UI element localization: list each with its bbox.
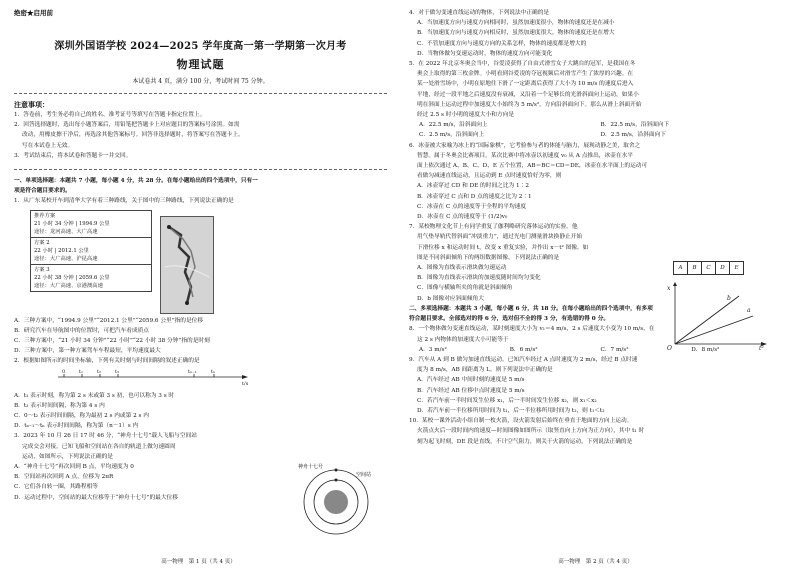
question-10-stem: 刻为起飞时刻，DE 段是直线，不计空气阻力，则关于火箭的运动，下列说法正确的是 <box>417 438 633 445</box>
section-one-heading: 项是符合题目要求的。 <box>14 188 71 195</box>
question-5-options <box>409 120 782 130</box>
question-3-option: D．运动过程中，空间站的最大位移等于“神舟十七号”的最大位移 <box>14 494 178 501</box>
position-box: B <box>687 261 702 275</box>
route-plan: 推荐方案 21 小时 34 分钟 | 1994.9 公里 途径：龙河高速、大广高速 <box>31 211 151 238</box>
position-box: C <box>701 261 716 275</box>
question-3-option: A．“神舟十七号”再次回到 B 点，平均速度为 0 <box>14 464 134 471</box>
question-2-stem: 2．根据如图所示的时间坐标轴，下列有关时刻与时间间隔的叙述正确的是 <box>14 358 200 365</box>
axis-label: tₙ₋₁ <box>188 368 197 375</box>
page-two <box>397 0 794 569</box>
axis-label: 0 <box>62 368 66 375</box>
question-4-option: A．当加速度方向与速度方向相同时，虽然加速度很小，物体的速度还是在减小 <box>417 20 615 27</box>
question-7-option: D．b 图像对应斜面倾角大 <box>417 295 484 302</box>
route-plan: 方案 2 22 小时 | 2012.1 公里 途径：大广高速、沪昆高速 <box>31 238 151 265</box>
axis-label: t/s <box>242 380 249 387</box>
figure-label: 神舟十七号 <box>298 464 324 470</box>
time-axis-figure <box>54 369 254 387</box>
question-1-option: A．三种方案中，“1994.9 公里”“2012.1 公里”“2059.6 公里”指的是位移 <box>14 317 204 324</box>
question-5-stem: 某一处滑雪场中，小明在原地往下滑了一定距离后获得了大小为 10 m/s 的速度后进入 <box>417 81 634 88</box>
question-6-option: B．冰壶穿过 C 点和 D 点的速度之比为 2∶1 <box>417 193 532 200</box>
question-6-option: D．冰壶在 C 点的速度等于 (1/2)v₀ <box>417 214 508 221</box>
question-4-option: D．当物体做匀变速运动时，物体的速度方向可能变化 <box>417 50 553 57</box>
question-1-figure <box>14 210 387 316</box>
question-2-option: A．t₂ 表示时刻，称为第 2 s 末或第 3 s 初，也可以称为 3 s 时 <box>14 392 175 399</box>
section-one-heading: 一、单项选择题：本题共 7 小题，每小题 4 分，共 28 分。在每小题给出的四个选项中，只有一 <box>14 178 258 185</box>
question-2-option: B．t₃ 表示时间间隔，称为第 4 s 内 <box>14 402 105 409</box>
question-7-option: A．图像为直线表示滑块做匀速运动 <box>417 265 507 272</box>
position-box: D <box>715 261 730 275</box>
question-8-option: D．8 m/s² <box>691 346 720 353</box>
notice-item: 2．回答选择题时，选出每小题答案后，用铅笔把答题卡上对应题目的答案标号涂黑。如需 <box>14 122 240 129</box>
question-8-option: C．7 m/s² <box>600 346 629 353</box>
question-5-stem: 5．在 2022 年北京冬奥会当中，谷爱凌获得了自由式滑雪女子大跳台的冠军，是我国在冬 <box>409 61 636 68</box>
x-t2-graph <box>661 282 769 350</box>
question-3-option: B．空间站再次回到 A 点，位移为 2πR <box>14 474 114 481</box>
axis-label: t₃ <box>115 368 120 375</box>
section-two-heading: 符合题目要求。全部选对的得 6 分，选对但不全的得 3 分，有选错的得 0 分。 <box>409 316 610 323</box>
question-8-option: B．6 m/s² <box>509 346 538 353</box>
question-1-option: C．三种方案中，“21 小时 34 分钟”“22 小时”“22 小时 38 分钟”指的是时刻 <box>14 338 210 345</box>
exam-info: 本试卷共 4 页，满分 100 分，考试时间 75 分钟。 <box>132 78 269 85</box>
question-7-stem: 7．某校物理文化节上有同学重复了伽利略研究落体运动的实验。他 <box>409 224 578 231</box>
question-5-options <box>409 130 782 140</box>
question-1-stem: 1．从广东某校开车到清华大学有着三种路线，关于图中的三种路线，下列说法正确的是 <box>14 198 234 205</box>
school-title: 深圳外国语学校 2024—2025 学年度高一第一学期第一次月考 <box>54 41 347 52</box>
graph-line-a <box>675 316 753 344</box>
question-5-stem: 明在斜面上运动过程中加速度大小始终为 5 m/s²，方向沿斜面向下。那么从滑上斜面开始 <box>417 101 642 108</box>
question-9-option: A．汽车经过 AB 中间时刻的速度是 5 m/s <box>417 377 525 384</box>
question-8-option: A．3 m/s² <box>419 346 447 353</box>
question-6-stem: 智慧。属于冬奥会比赛项目。某次比赛中将冰壶以初速度 v₀ 从 A 点推出，冰壶在水平 <box>417 152 633 159</box>
question-6-stem: 看做匀减速直线运动，且运动到 E 点时速度恰好为零，则 <box>417 173 562 180</box>
graph-line-b <box>675 296 739 344</box>
question-1-option: B．研究汽车在导航图中的位置时，可把汽车看成质点 <box>14 327 149 334</box>
question-7-stem: 用气垫导轨代替斜面“冲淡重力”，通过光电门测量滑块换静止开始 <box>417 234 583 241</box>
question-3-stem: 完成交会对接。已知飞船和空间站在各自的轨道上做匀速圆周 <box>22 443 176 450</box>
axis-label: tₙ <box>211 368 216 375</box>
secret-label: 绝密★启用前 <box>14 9 53 17</box>
notice-heading: 注意事项： <box>14 100 49 109</box>
notice-item: 写在本试卷上无效。 <box>22 142 74 149</box>
question-3-option: C．它们各自转一圈，其路程相等 <box>14 484 98 491</box>
curling-positions-figure <box>673 254 743 275</box>
graph-label: O <box>667 345 672 350</box>
question-3-stem: 3．2023 年 10 月 26 日 17 时 46 分，“神舟十七号”载人飞船与空间站 <box>14 433 197 440</box>
exam-title: 物理试题 <box>176 58 225 71</box>
question-5-stem: 平地，经过一段平地之后速度没有衰减，又沿着一个足够长的光滑斜面向上运动，如果小 <box>417 91 639 98</box>
question-6-stem: 面上依次通过 A、B、C、D、E 五个位置，AB＝BC＝CD＝DE，冰壶在水平面上的运动可 <box>417 163 648 170</box>
question-9-stem: 度为 8 m/s，AB 间距离为 L。则下列说法中正确的是 <box>417 367 553 374</box>
question-4-stem: 4．对于做匀变速直线运动的物体，下列说法中正确的是 <box>409 10 550 16</box>
graph-label: x <box>667 285 671 292</box>
orbit-figure <box>296 462 380 538</box>
graph-label: b <box>727 295 731 302</box>
question-9-option: B．汽车经过 AB 位移中点时速度是 5 m/s <box>417 387 525 394</box>
notice-item: 改动，用橡皮擦干净后，再选涂其他答案标号。回答非选择题时，将答案写在答题卡上。 <box>22 132 244 139</box>
section-two-heading: 二、多项选择题：本题共 3 小题，每小题 6 分，共 18 分。在每小题给出的四个选项中，有多项 <box>409 305 653 312</box>
question-7-stem: 图是不同斜面倾角下的两组数据图像。下列说法正确的是 <box>417 254 560 261</box>
page-footer: 高一物理 第 2 页（共 4 页） <box>558 559 633 565</box>
question-7-stem: 下滑位移 x 和运动时间 t，改变 x 重复实验，并作出 x－t² 图像。如 <box>417 244 589 251</box>
question-5-stem: 奥会上取得的第三枚金牌。小明看到谷爱凌的夺冠视频后对滑雪产生了浓厚的兴趣。在 <box>417 71 634 78</box>
graph-label: t² <box>759 345 764 350</box>
axis-label: t₁ <box>79 368 84 375</box>
question-5-option: D．2.5 m/s，沿斜面向下 <box>600 132 666 139</box>
question-6-stem: 6．冰壶被大家喻为冰上的“国际象棋”，它考验参与者的体能与脑力，展现动静之美，取舍之 <box>409 142 641 149</box>
question-5-stem: 经过 2.5 s 时小明的速度大小和方向是 <box>417 112 515 119</box>
figure-label: 空间站 <box>356 472 372 478</box>
divider <box>14 93 387 94</box>
axis-label: t₂ <box>97 368 102 375</box>
graph-label: a <box>747 307 751 314</box>
position-box: A <box>673 261 688 275</box>
question-4-option: B．当加速度方向与速度方向相反时，虽然加速度很大，物体的速度还是在增大 <box>417 30 615 37</box>
question-1-option: D．三种方案中，第一种方案驾车车程最短，平均速度最大 <box>14 348 161 355</box>
question-5-option: B．22.5 m/s，沿斜面向下 <box>600 122 670 129</box>
question-10-stem: 10．某校一课外活动小组自制一枚火箭，设火箭发射后始终在垂直于地面的方向上运动。 <box>409 418 633 425</box>
question-2-option: D．tₙ₋₁～tₙ 表示时间间隔，称为第（n－1）s 内 <box>14 423 139 430</box>
route-map-image <box>160 216 214 314</box>
question-9-stem: 9．汽车从 A 到 B 做匀加速直线运动。已知汽车经过 A 点时速度为 2 m/s，经过 B 点时速 <box>409 356 638 363</box>
question-5-option: A．22.5 m/s，沿斜面向上 <box>419 122 488 129</box>
route-plans-table <box>30 210 152 292</box>
question-6-option: A．冰壶穿过 CD 和 DE 的时间之比为 1∶2 <box>417 183 529 190</box>
question-7-option: C．图像与横轴所夹的角就是斜面倾角 <box>417 285 513 292</box>
route-plan: 方案 3 22 小时 38 分钟 | 2059.6 公里 途径：大广高速、京港澳高速 <box>34 266 110 289</box>
question-9-option: D．若汽车前一半位移所用时间为 t₁，后一半位移所用时间为 t₂，则 t₁＜t₂ <box>417 407 605 414</box>
question-2-option: C．0～t₂ 表示时间间隔，称为最初 2 s 内或第 2 s 内 <box>14 413 149 420</box>
question-10-stem: 火箭点火后一段时间内的速度—时间图像如图所示（取竖直向上方向为正方向），其中 t₁ 时 <box>417 428 645 435</box>
question-9-option: C．若汽车前一半时间发生位移 x₁，后一半时间发生位移 x₂，则 x₁＜x₂ <box>417 397 597 404</box>
position-box: E <box>729 261 744 275</box>
page-footer: 高一物理 第 1 页（共 4 页） <box>161 559 236 565</box>
question-8-stem: 8．一个物体做匀变速直线运动，某时刻速度大小为 v₁＝4 m/s，2 s 后速度大小变为 10 m/s，在 <box>409 326 655 333</box>
notice-item: 1．答卷前，考生务必将自己的姓名、准考证号等填写在答题卡指定位置上。 <box>14 112 206 118</box>
question-4-option: C．不管加速度方向与速度方向的关系怎样，物体的速度都是增大的 <box>417 40 587 47</box>
question-7-option: B．图像为直线表示滑块的加速度随时间均匀变化 <box>417 275 541 282</box>
question-5-option: C．2.5 m/s，沿斜面向上 <box>419 132 485 139</box>
notice-item: 3．考试结束后，将本试卷和答题卡一并交回。 <box>14 152 132 159</box>
question-3-stem: 运动，如图所示，下列说法正确的是 <box>22 453 113 460</box>
question-6-option: C．冰壶在 C 点的速度等于全程的平均速度 <box>417 203 527 210</box>
question-8-stem: 这 2 s 内物体的加速度大小可能等于 <box>417 336 509 343</box>
divider <box>14 169 387 170</box>
